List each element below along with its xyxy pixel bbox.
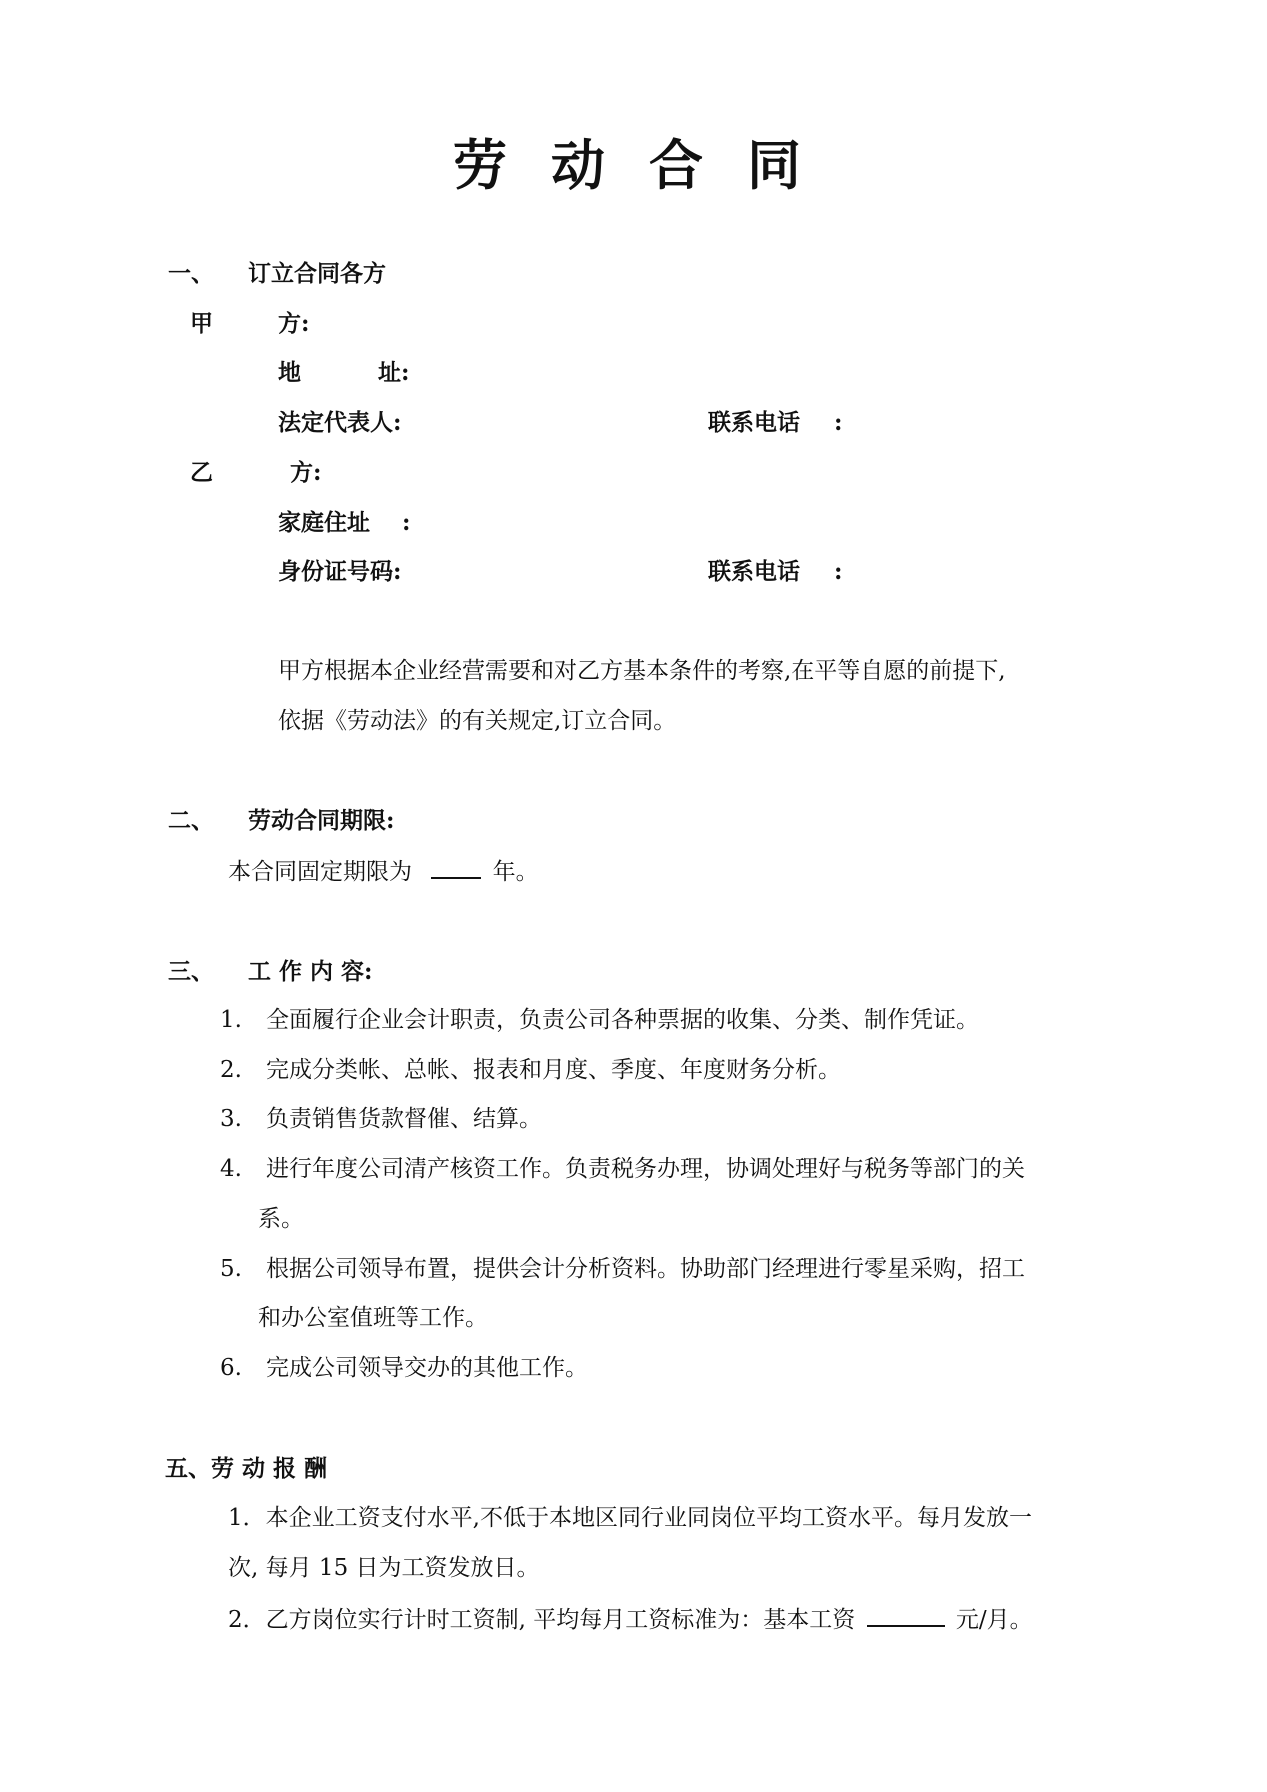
work-item-text: 进行年度公司清产核资工作。负责税务办理，协调处理好与税务等部门的关 (266, 1156, 1025, 1182)
salary-item2-prefix: 2．乙方岗位实行计时工资制, 平均每月工资标准为：基本工资 (228, 1607, 856, 1633)
party-a-label: 甲 (190, 310, 213, 337)
document-title: 劳动合同 (453, 133, 845, 197)
work-item-text: 全面履行企业会计职责，负责公司各种票据的收集、分类、制作凭证。 (266, 1007, 979, 1033)
party-a-phone-colon: : (834, 409, 843, 436)
work-item-number: 3. (220, 1106, 242, 1132)
work-item-number: 1. (220, 1007, 242, 1033)
party-a-phone-label: 联系电话 (708, 409, 800, 436)
party-b-label: 乙 (190, 459, 213, 486)
work-item-continuation: 和办公室值班等工作。 (258, 1305, 488, 1331)
address-label-part2: 址: (378, 359, 410, 386)
salary-item2-line (228, 1607, 1033, 1632)
id-number-label: 身份证号码: (278, 558, 402, 585)
work-item-number: 4. (220, 1156, 242, 1182)
section2-heading: 劳动合同期限: (248, 807, 395, 834)
work-item-continuation: 系。 (258, 1206, 304, 1232)
section1-heading: 订立合同各方 (248, 260, 386, 287)
home-address-label: 家庭住址 (278, 509, 370, 536)
work-item-text: 根据公司领导布置，提供会计分析资料。协助部门经理进行零星采购，招工 (266, 1256, 1025, 1282)
party-a-suffix: 方: (278, 310, 310, 337)
party-b-phone-label: 联系电话 (708, 558, 800, 585)
section3-heading: 工 作 内 容: (248, 958, 373, 985)
address-label-part1: 地 (278, 359, 301, 386)
work-item-number: 5. (220, 1256, 242, 1282)
section2-number: 二、 (168, 807, 214, 834)
work-item-number: 6. (220, 1355, 242, 1381)
section1-number: 一、 (168, 260, 214, 287)
section5-heading: 五、劳 动 报 酬 (165, 1455, 328, 1482)
salary-item2-suffix: 元/月。 (955, 1607, 1033, 1633)
salary-item1-line1: 1．本企业工资支付水平,不低于本地区同行业同岗位平均工资水平。每月发放一 (228, 1505, 1032, 1531)
work-item-text: 负责销售货款督催、结算。 (266, 1106, 542, 1132)
home-address-colon: : (402, 509, 411, 536)
party-b-phone-colon: : (834, 558, 843, 585)
section3-number: 三、 (168, 958, 214, 985)
contract-term-line (228, 859, 539, 884)
contract-term-suffix: 年。 (492, 859, 539, 885)
base-salary-blank (867, 1607, 945, 1627)
intro-paragraph-line2: 依据《劳动法》的有关规定,订立合同。 (278, 708, 677, 734)
legal-representative-label: 法定代表人: (278, 409, 402, 436)
party-b-suffix: 方: (290, 459, 322, 486)
contract-term-prefix: 本合同固定期限为 (228, 859, 412, 885)
intro-paragraph-line1: 甲方根据本企业经营需要和对乙方基本条件的考察,在平等自愿的前提下, (278, 658, 1006, 684)
contract-term-blank (431, 859, 481, 879)
work-item-text: 完成分类帐、总帐、报表和月度、季度、年度财务分析。 (266, 1057, 841, 1083)
salary-item1-line2: 次, 每月 15 日为工资发放日。 (228, 1555, 540, 1581)
work-item-number: 2. (220, 1057, 242, 1083)
work-item-text: 完成公司领导交办的其他工作。 (266, 1355, 588, 1381)
